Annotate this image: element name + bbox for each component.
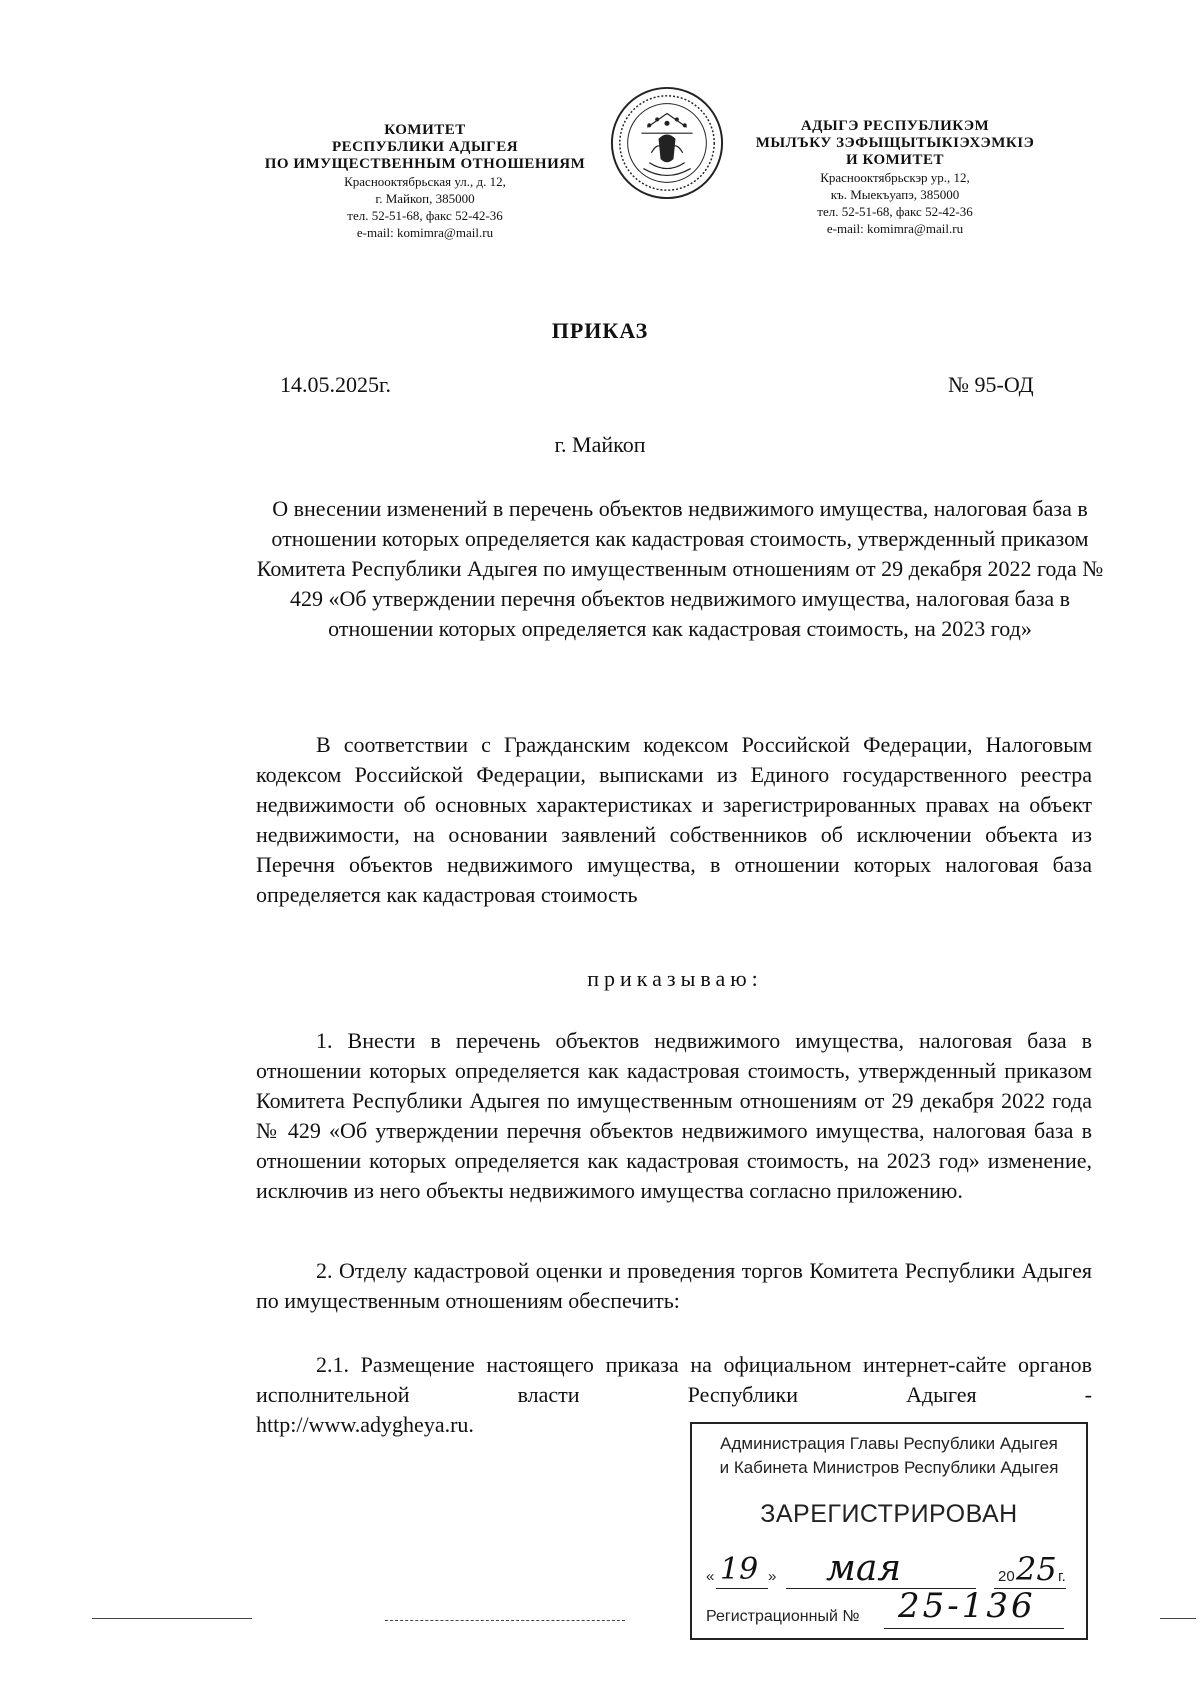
org-phone: тел. 52-51-68, факс 52-42-36 — [347, 208, 503, 223]
stamp-reg-row — [706, 1586, 1076, 1626]
org-email: e-mail: komimra@mail.ru — [356, 225, 494, 240]
org-name-line3: ПО ИМУЩЕСТВЕННЫМ ОТНОШЕНИЯМ — [264, 156, 586, 172]
stamp-year-suffix: 25 — [1016, 1550, 1057, 1588]
website-link[interactable]: http://www.adygheya.ru. — [256, 1412, 474, 1437]
stamp-quote-close: » — [768, 1568, 777, 1585]
org-name-ady-line1: АДЫГЭ РЕСПУБЛИКЭМ — [800, 118, 990, 134]
stamp-quote-open: « — [706, 1568, 715, 1585]
org-address-line2: г. Майкоп, 385000 — [375, 191, 475, 206]
stamp-status: ЗАРЕГИСТРИРОВАН — [760, 1500, 1018, 1528]
edge-mark-right — [1160, 1618, 1196, 1619]
document-city: г. Майкоп — [554, 432, 646, 457]
stamp-year-prefix: 20 — [998, 1568, 1015, 1585]
org-phone-ady: тел. 52-51-68, факс 52-42-36 — [817, 204, 973, 219]
item-1: 1. Внести в перечень объектов недвижимого имущества, налоговая база в отношении которых определяется как кадастровая стоимость, утвержденный приказом Комитета Республики Адыгея по имущественным отношениям от 29 декабря 2022 года № 429 «Об утверждении перечня объектов недвижимого имущества, налоговая база в отношении которых определяется как кадастровая стоимость, на 2023 год» изменение, исключив из него объекты недвижимого имущества согласно приложению. — [256, 1028, 1092, 1203]
org-email-ady: e-mail: komimra@mail.ru — [826, 221, 964, 236]
stamp-reg-label: Регистрационный № — [706, 1608, 860, 1625]
document-title: ПРИКАЗ — [551, 318, 649, 343]
signature-line-left — [92, 1618, 252, 1619]
stamp-reg-number: 25-136 — [898, 1586, 1036, 1626]
item-2-1-text: 2.1. Размещение настоящего приказа на официальном интернет-сайте органов исполнительной власти Республики Адыгея - — [256, 1352, 1092, 1407]
org-name-ady-line2: МЫЛЪКУ ЗЭФЫЩЫТЫКIЭХЭМКIЭ — [755, 135, 1035, 151]
document-subject: О внесении изменений в перечень объектов недвижимого имущества, налоговая база в отношении которых определяется как кадастровая стоимость, утвержденный приказом Комитета Республики Адыгея по имущественным отношениям от 29 декабря 2022 года № 429 «Об утверждении перечня объектов недвижимого имущества, налоговая база в отношении которых определяется как кадастровая стоимость, на 2023 год» — [256, 496, 1104, 641]
order-word: приказываю: — [587, 966, 763, 991]
header-right — [730, 118, 1060, 237]
stamp-year-end: г. — [1058, 1568, 1066, 1585]
stamp-month: мая — [826, 1548, 902, 1589]
header-left — [240, 122, 610, 241]
org-name-line2: РЕСПУБЛИКИ АДЫГЕЯ — [331, 139, 519, 155]
org-address-ady-line1: Краснооктябрьскэр ур., 12, — [820, 170, 970, 185]
org-name-ady-line3: И КОМИТЕТ — [846, 152, 944, 168]
item-2: 2. Отделу кадастровой оценки и проведения торгов Комитета Республики Адыгея по имущественным отношениям обеспечить: — [256, 1258, 1092, 1313]
registration-stamp — [690, 1422, 1088, 1640]
org-name-line1: КОМИТЕТ — [384, 122, 466, 138]
coat-of-arms-icon — [608, 84, 726, 202]
document-number: № 95-ОД — [948, 372, 1034, 397]
intro-paragraph: В соответствии с Гражданским кодексом Российской Федерации, Налоговым кодексом Российской Федерации, выписками из Единого государственного реестра недвижимости об основных характеристиках и зарегистрированных правах на объект недвижимости, на основании заявлений собственников об исключении объекта из Перечня объектов недвижимого имущества, в отношении которых налоговая база определяется как кадастровая стоимость — [256, 732, 1092, 907]
stamp-org-line1: Администрация Главы Республики Адыгея — [720, 1434, 1058, 1453]
org-address-ady-line2: къ. Мыекъуапэ, 385000 — [830, 187, 960, 202]
stamp-org-line2: и Кабинета Министров Республики Адыгея — [719, 1458, 1059, 1477]
stamp-day: 19 — [720, 1552, 759, 1587]
signature-line-middle — [385, 1620, 625, 1621]
document-date: 14.05.2025г. — [280, 372, 392, 397]
org-address-line1: Краснооктябрьская ул., д. 12, — [344, 174, 506, 189]
